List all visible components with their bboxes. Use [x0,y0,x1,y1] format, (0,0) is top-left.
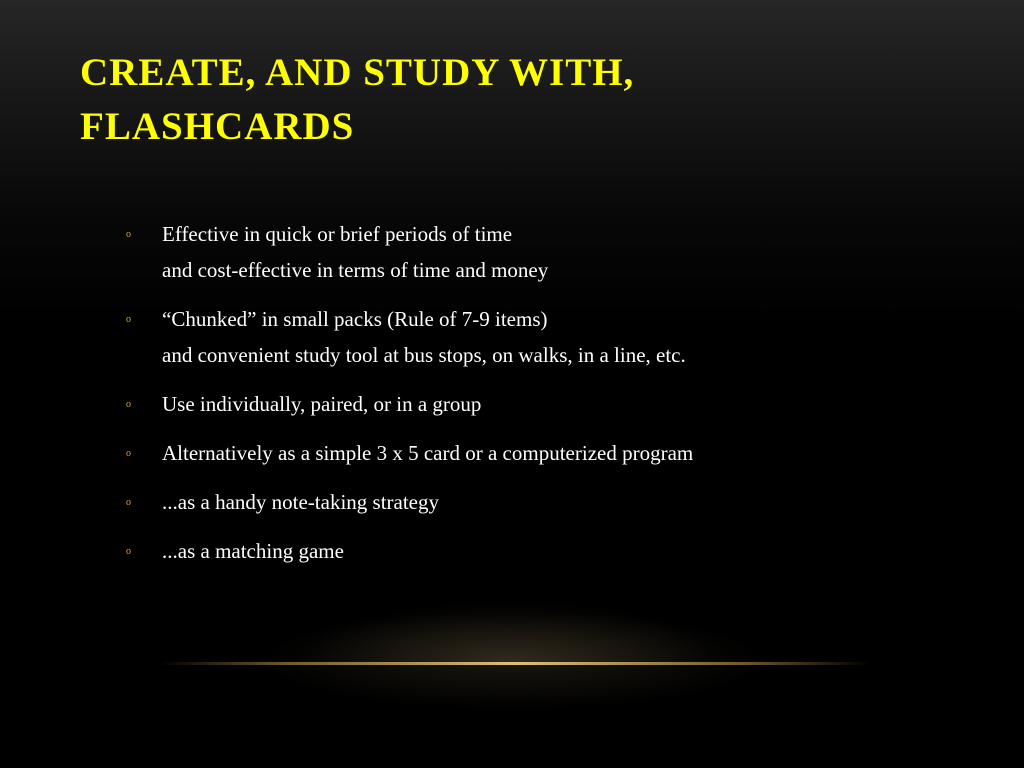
slide-title [80,46,960,154]
bullet-text: ...as a matching game [162,539,344,563]
bullet-item [126,533,946,569]
bullet-item [126,386,946,422]
bullet-item [126,435,946,471]
hollow-circle-bullet-icon: o [126,448,131,459]
bullet-item [126,301,946,373]
slide-title-line: CREATE, AND STUDY WITH, [80,51,635,94]
hollow-circle-bullet-icon: o [126,497,131,508]
bullet-item [126,484,946,520]
bullet-text-continuation: and convenient study tool at bus stops, on walks, in a line, etc. [162,343,686,367]
bullet-text: Alternatively as a simple 3 x 5 card or a computerized program [162,441,694,465]
accent-glow [300,600,720,662]
slide-title-line: FLASHCARDS [80,105,355,148]
bullet-text: ...as a handy note-taking strategy [162,490,439,514]
hollow-circle-bullet-icon: o [126,314,131,325]
bullet-text-continuation: and cost-effective in terms of time and money [162,258,549,282]
bullet-list [126,216,946,582]
hollow-circle-bullet-icon: o [126,399,131,410]
bullet-item [126,216,946,288]
bullet-text: Effective in quick or brief periods of time [162,222,513,246]
bullet-text: Use individually, paired, or in a group [162,392,482,416]
hollow-circle-bullet-icon: o [126,546,131,557]
hollow-circle-bullet-icon: o [126,229,131,240]
accent-rule-divider [160,662,870,665]
bullet-text: “Chunked” in small packs (Rule of 7-9 items) [162,307,548,331]
